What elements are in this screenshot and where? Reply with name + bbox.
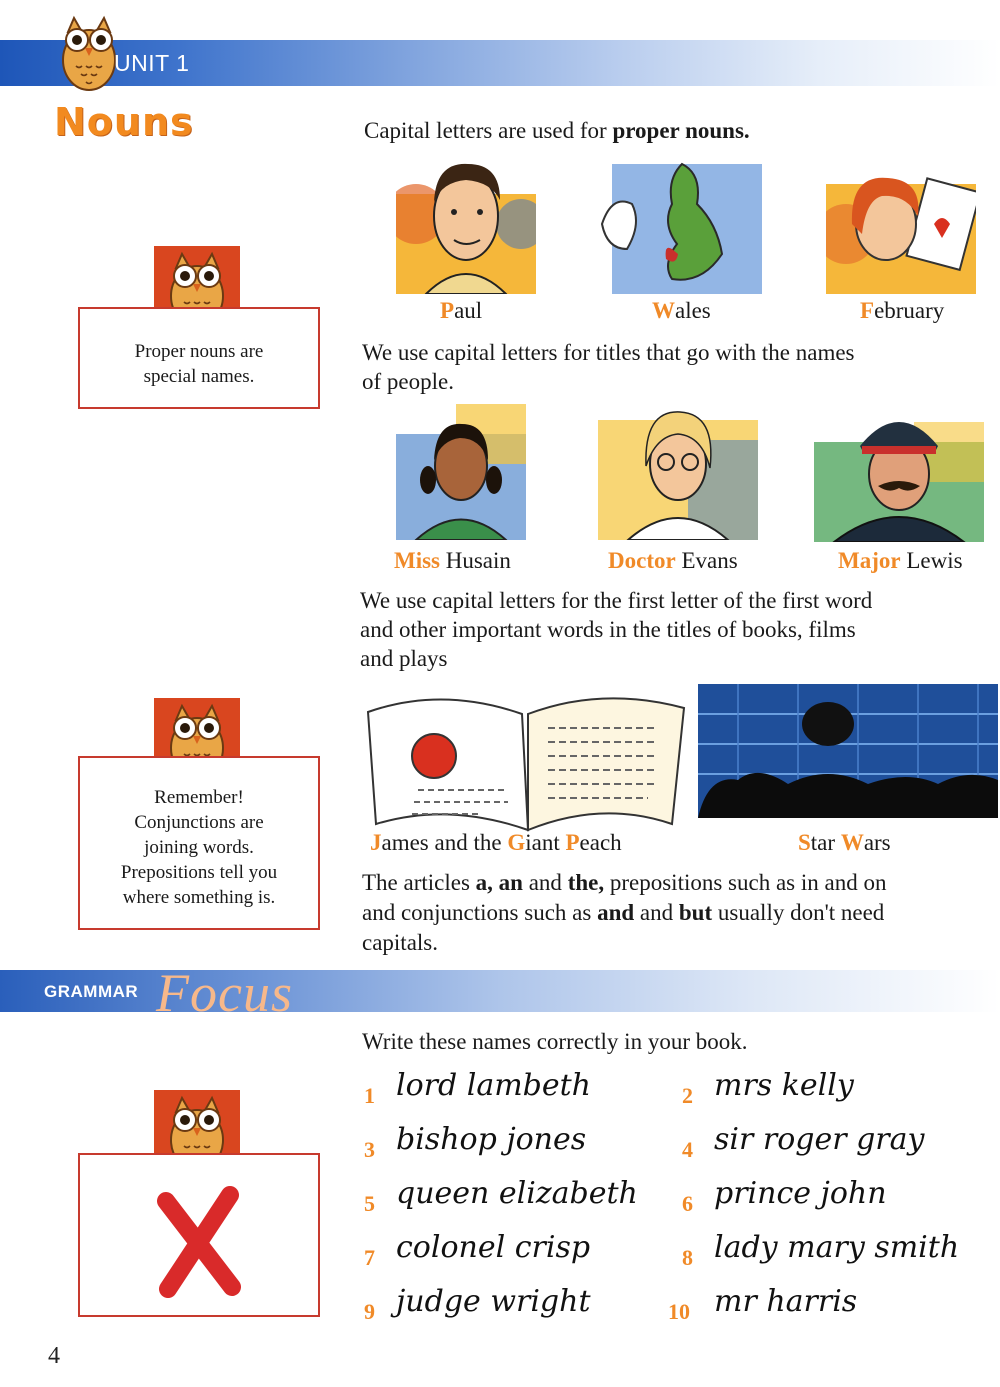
exercise-item: colonel crisp xyxy=(396,1230,591,1265)
titles-books-text: We use capital letters for the first letter of the first word and other important words in the titles of books, films and plays xyxy=(360,588,873,671)
caption-wales: Wales xyxy=(652,298,711,323)
articles-text: The articles a, an and the, prepositions such as in and on and conjunctions such as and and but usually don't need capitals. xyxy=(362,870,887,955)
exercise-number: 8 xyxy=(682,1245,693,1270)
unit-label: UNIT 1 xyxy=(114,50,190,76)
caption-miss-husain: Miss Husain xyxy=(394,548,511,573)
book-illustration xyxy=(362,684,688,832)
titles-text: We use capital letters for titles that go with the names of people. xyxy=(362,340,855,394)
paul-illustration xyxy=(396,154,536,294)
exercise-item: queen elizabeth xyxy=(396,1176,638,1211)
exercise-number: 10 xyxy=(668,1299,690,1324)
caption-film-title: Star Wars xyxy=(798,830,891,855)
caption-doctor-evans: Doctor Evans xyxy=(608,548,738,573)
caption-book-title: James and the Giant Peach xyxy=(370,830,622,855)
focus-label: Focus xyxy=(156,963,293,1023)
exercise-number: 3 xyxy=(364,1137,375,1162)
exercise-number: 5 xyxy=(364,1191,375,1216)
exercise-item: lady mary smith xyxy=(714,1230,960,1265)
cross-icon xyxy=(80,1155,318,1315)
exercise-item: judge wright xyxy=(396,1284,591,1319)
caption-major-lewis: Major Lewis xyxy=(838,548,963,573)
exercise-number: 1 xyxy=(364,1083,375,1108)
major-lewis-illustration xyxy=(814,402,984,542)
caption-february: February xyxy=(860,298,945,323)
intro-text: Capital letters are used for proper nouns. xyxy=(364,118,750,143)
exercise-number: 2 xyxy=(682,1083,693,1108)
exercise-item: sir roger gray xyxy=(714,1122,925,1157)
note-proper-nouns: Proper nouns are special names. xyxy=(78,307,320,409)
caption-paul: Paul xyxy=(440,298,483,323)
cross-box xyxy=(78,1153,320,1317)
exercise-number: 4 xyxy=(682,1137,693,1162)
exercise-item: mr harris xyxy=(714,1284,858,1319)
exercise-item: mrs kelly xyxy=(714,1068,854,1103)
wales-map-illustration xyxy=(592,154,762,294)
miss-husain-illustration xyxy=(396,404,526,540)
grammar-label: GRAMMAR xyxy=(44,982,139,1001)
page-number: 4 xyxy=(48,1343,60,1369)
february-illustration xyxy=(826,154,976,294)
exercise-instruction: Write these names correctly in your book. xyxy=(362,1029,748,1054)
star-wars-illustration xyxy=(698,684,998,818)
exercise-number: 6 xyxy=(682,1191,693,1216)
exercise-item: bishop jones xyxy=(396,1122,587,1157)
doctor-evans-illustration xyxy=(598,400,758,540)
exercise-item: prince john xyxy=(714,1176,887,1211)
exercise-number: 7 xyxy=(364,1245,375,1270)
exercise-item: lord lambeth xyxy=(396,1068,591,1103)
note-remember: Remember! Conjunctions are joining words. Prepositions tell you where something is. xyxy=(78,756,320,930)
page-title: Nouns xyxy=(54,100,194,144)
exercise-number: 9 xyxy=(364,1299,375,1324)
grammar-focus-banner xyxy=(0,970,1000,1012)
